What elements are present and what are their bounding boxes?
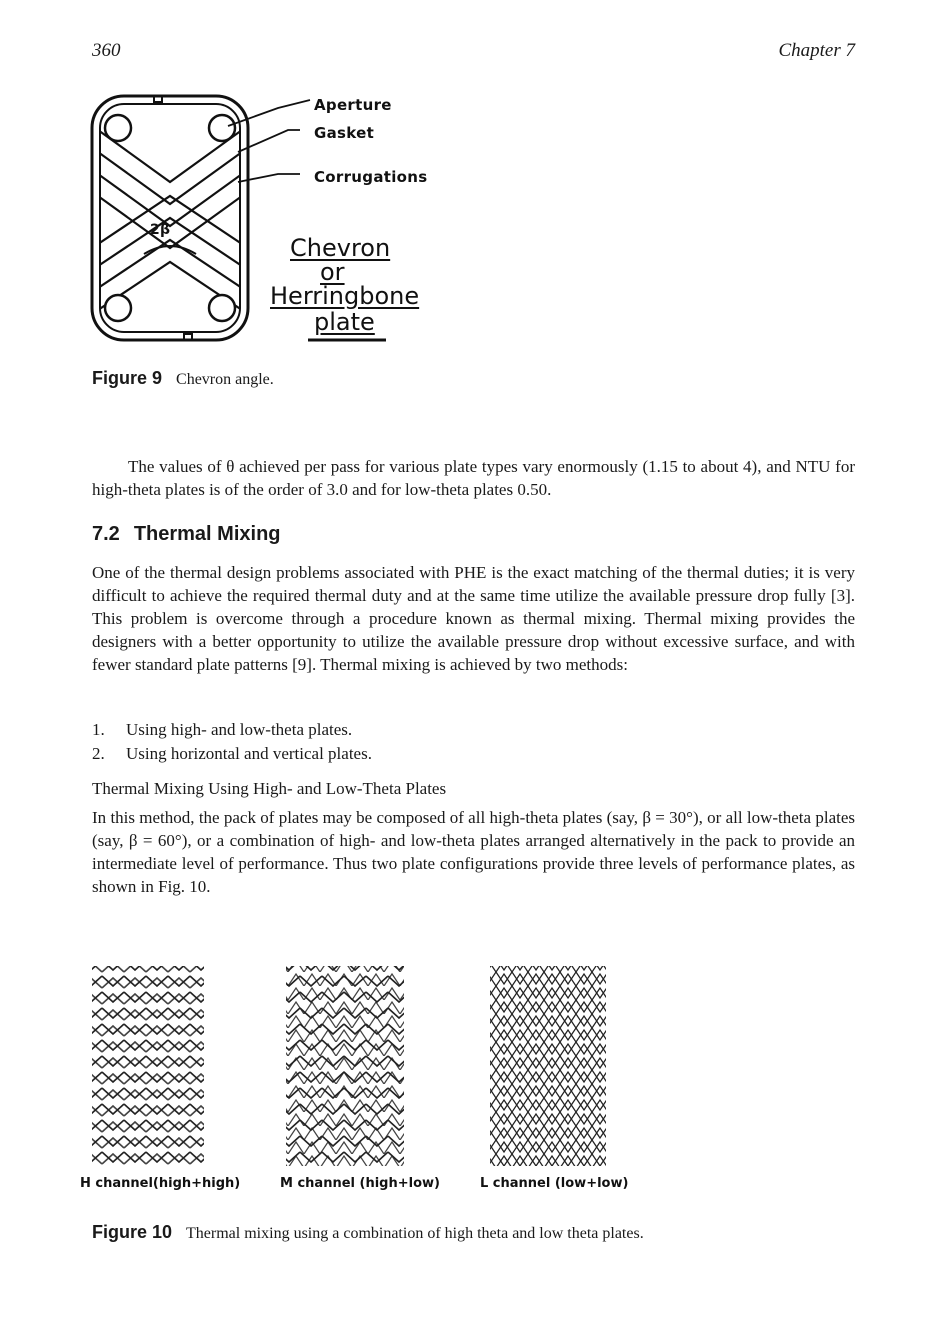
section-heading: [92, 523, 281, 546]
method-list: [92, 718, 372, 766]
intro-paragraph: The values of θ achieved per pass for various plate types vary enormously (1.15 to about 4), and NTU for high-theta plates is of the order of 3.0 and for low-theta plates 0.50.: [92, 457, 855, 499]
plate-title-line-2: or: [320, 258, 345, 286]
angle-label: 2β: [150, 222, 171, 238]
page-number: 360: [92, 40, 121, 61]
list-item: [92, 718, 372, 742]
chapter-label: Chapter 7: [778, 40, 855, 61]
channel-patterns-drawing: [80, 958, 680, 1173]
m-channel-pattern: [286, 966, 404, 1166]
figure-10-caption: [92, 1222, 644, 1243]
plate-title-line-4: plate: [314, 308, 375, 336]
figure-10-number: Figure 10: [92, 1222, 173, 1242]
aperture-leader: [228, 100, 310, 126]
section-paragraph: One of the thermal design problems associated with PHE is the exact matching of the thermal duties; it is very difficult to achieve the required thermal duty and at the same time utilize the available pressure drop fully [3]. This problem is overcome through a procedure known as thermal mixing. Thermal mixing provides the designers with a better opportunity to utilize the available pressure drop without excessive surface, and with fewer standard plate patterns [9]. Thermal mixing is achieved by two methods:: [92, 563, 855, 674]
aperture-bottom-right: [209, 295, 235, 321]
aperture-top-right: [209, 115, 235, 141]
figure-9-number: Figure 9: [92, 368, 163, 388]
figure-9-caption-text: Chevron angle.: [176, 371, 274, 388]
figure-9-chevron-plate: [88, 86, 428, 348]
aperture-label: Aperture: [314, 96, 392, 114]
section-title: Thermal Mixing: [133, 523, 281, 545]
figure-10-channels: [80, 958, 680, 1203]
corrugations-label: Corrugations: [314, 168, 428, 186]
aperture-bottom-left: [105, 295, 131, 321]
list-item-text: Using horizontal and vertical plates.: [126, 744, 372, 763]
h-channel-pattern: [92, 966, 204, 1166]
sub-paragraph: In this method, the pack of plates may be composed of all high-theta plates (say, β = 30°), or all low-theta plates (say, β = 60°), or a combination of high- and low-theta plates arranged alternatively in the pack to provide an intermediate level of performance. Thus two plate configurations provide three levels of performance plates, as shown in Fig. 10.: [92, 808, 855, 896]
list-item-text: Using high- and low-theta plates.: [126, 720, 353, 739]
subheading: Thermal Mixing Using High- and Low-Theta Plates: [92, 779, 447, 798]
corrugations: [98, 130, 242, 310]
l-channel-label: L channel (low+low): [480, 1176, 629, 1191]
l-channel-pattern: [490, 966, 606, 1166]
section-number: 7.2: [92, 523, 120, 545]
plate-title-line-3: Herringbone: [270, 282, 420, 310]
figure-9-caption: [92, 368, 274, 389]
top-notch: [146, 96, 206, 102]
list-marker: 1.: [92, 720, 105, 739]
m-channel-label: M channel (high+low): [280, 1176, 440, 1191]
h-channel-label: H channel(high+high): [80, 1176, 241, 1191]
figure-10-caption-text: Thermal mixing using a combination of high theta and low theta plates.: [186, 1225, 644, 1242]
list-item: [92, 742, 372, 766]
aperture-top-left: [105, 115, 131, 141]
gasket-label: Gasket: [314, 124, 375, 142]
plate-title-line-1: Chevron: [290, 234, 391, 262]
list-marker: 2.: [92, 744, 105, 763]
